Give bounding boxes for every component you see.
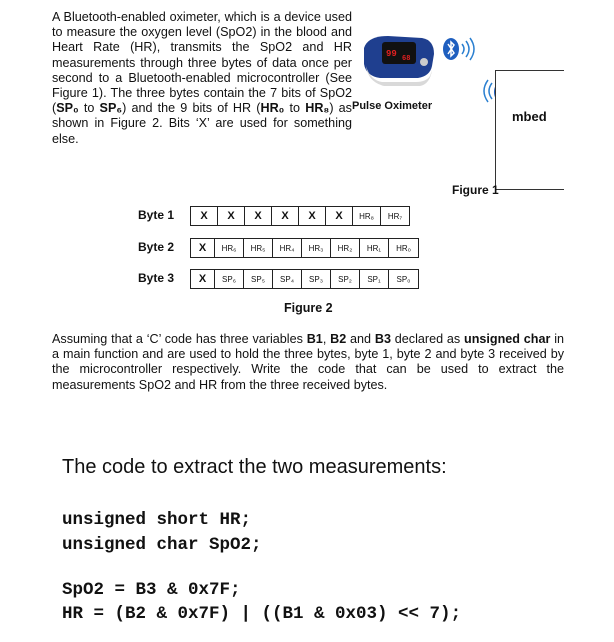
bit-cell: SP₄ [273,270,302,288]
byte-1-bits [190,206,410,226]
question-paragraph: Assuming that a ‘C’ code has three variables B1, B2 and B3 declared as unsigned char in a main function and are used to hold the three bytes, byte 1, byte 2 and byte 3 received by the microcontroller respectively. Write the code that can be used to extract the measurements SpO2 and HR from the three received bytes. [52,332,564,392]
byte-3-bits [190,269,419,289]
bit-cell: X [272,207,299,225]
byte-1-label: Byte 1 [138,208,175,222]
pulse-oximeter-label: Pulse Oximeter [352,100,433,112]
bit-cell: HR₁ [360,239,389,257]
svg-text:99: 99 [386,49,397,59]
intro-paragraph: A Bluetooth-enabled oximeter, which is a device used to measure the oxygen level (SpO2) in the blood and Heart Rate (HR), transmits the SpO2 and HR measurements through three bytes of data once per second to a Bluetooth-enabled microcontroller (See Figure 1). The three bytes contain the 7 bits of SpO2 (SP₀ to SP₆) and the 9 bits of HR (HR₀ to HR₈) as shown in Figure 2. Bits ‘X’ are used for something else. [52,10,352,146]
bit-cell: X [191,207,218,225]
bit-cell: SP₂ [331,270,360,288]
bit-cell: SP₆ [215,270,244,288]
byte-2-label: Byte 2 [138,240,175,254]
bit-cell: X [191,270,215,288]
code-line: unsigned short HR; [62,510,252,530]
figure-1-caption: Figure 1 [452,183,499,197]
bit-cell: HR₃ [302,239,331,257]
byte-3-label: Byte 3 [138,271,175,285]
bit-cell: HR₄ [273,239,302,257]
bit-cell: HR₇ [387,211,403,221]
bit-cell: HR₆ [215,239,244,257]
bit-cell: X [299,207,326,225]
code-line: SpO2 = B3 & 0x7F; [62,580,241,600]
bluetooth-icon [440,36,480,62]
bit-cell: X [245,207,272,225]
code-line: unsigned char SpO2; [62,535,262,555]
answer-title: The code to extract the two measurements: [62,456,447,478]
figure-2-caption: Figure 2 [284,301,333,315]
bit-cell: SP₃ [302,270,331,288]
bit-cell: X [191,239,215,257]
bit-cell: X [326,207,353,225]
mbed-label: mbed [512,109,547,124]
byte-2-bits [190,238,419,258]
code-line: HR = (B2 & 0x7F) | ((B1 & 0x03) << 7); [62,604,462,624]
bit-cell: SP₀ [396,274,411,284]
figure-1 [352,14,562,194]
bit-cell: HR₂ [331,239,360,257]
bit-cell: SP₁ [360,270,389,288]
svg-text:68: 68 [402,55,411,63]
pulse-oximeter-icon [360,32,440,94]
bit-cell: HR₈ [353,207,381,225]
bit-cell: X [218,207,245,225]
bit-cell: HR₅ [244,239,273,257]
bit-cell: SP₅ [244,270,273,288]
mbed-box [495,70,564,190]
bit-cell: HR₀ [396,243,411,253]
